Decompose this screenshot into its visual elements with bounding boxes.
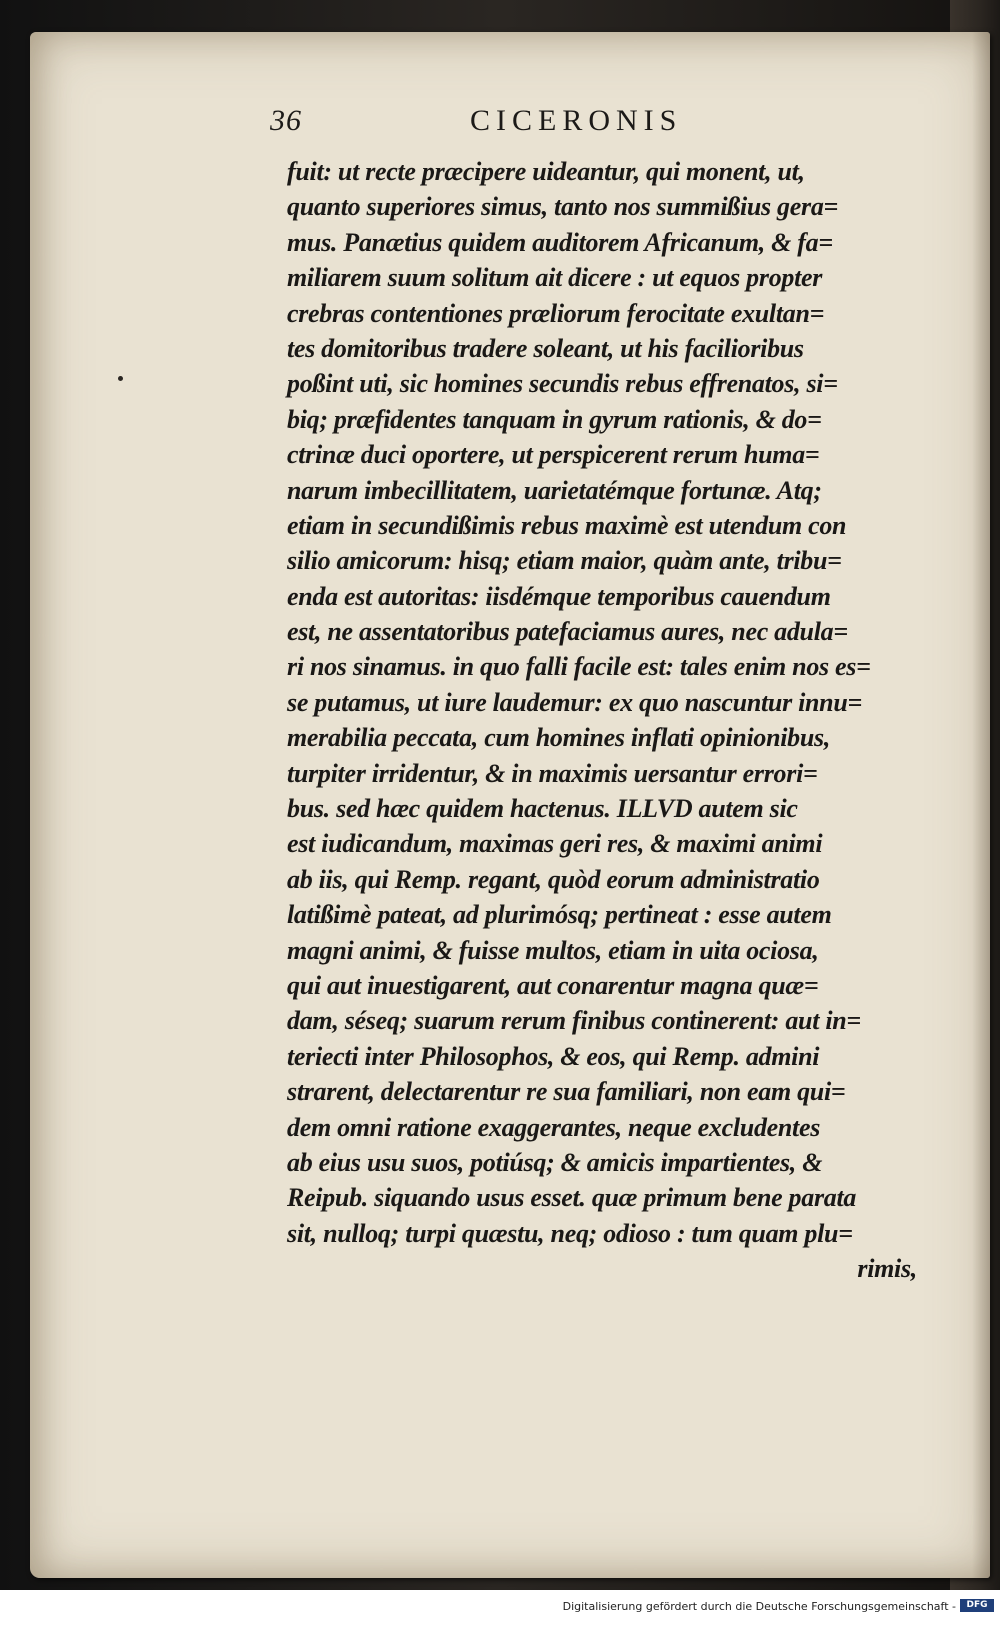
margin-speck	[118, 376, 123, 381]
text-line: ab eius usu suos, potiúsq; & amicis impartientes, &	[287, 1147, 823, 1177]
text-line: narum imbecillitatem, uarietatémque fortunæ. Atq;	[287, 475, 822, 505]
running-title: CICERONIS	[470, 104, 683, 137]
footer-bar	[0, 1590, 1000, 1635]
text-line: etiam in secundißimis rebus maximè est utendum con	[287, 510, 847, 540]
text-line: latißimè pateat, ad plurimósq; pertineat : esse autem	[287, 900, 832, 930]
dfg-logo-icon: DFG	[960, 1599, 994, 1612]
text-line: tes domitoribus tradere soleant, ut his facilioribus	[287, 333, 804, 363]
text-line: ctrinæ duci oportere, ut perspicerent rerum huma=	[287, 440, 820, 470]
page-number: 36	[270, 104, 302, 137]
text-line: est, ne assentatoribus patefaciamus aures, nec adula=	[287, 617, 848, 647]
text-line: ri nos sinamus. in quo falli facile est: tales enim nos es=	[287, 652, 871, 682]
text-line: silio amicorum: hisq; etiam maior, quàm ante, tribu=	[287, 546, 842, 576]
text-line: fuit: ut recte præcipere uideantur, qui monent, ut,	[287, 157, 805, 186]
text-line: dam, séseq; suarum rerum finibus continerent: aut in=	[287, 1006, 861, 1036]
text-line: Reipub. siquando usus esset. quæ primum bene parata	[287, 1183, 857, 1213]
text-line: magni animi, & fuisse multos, etiam in uita ociosa,	[287, 935, 819, 965]
text-line: mus. Panætius quidem auditorem Africanum, & fa=	[287, 227, 833, 257]
text-line: sit, nulloq; turpi quæstu, neq; odioso : tum quam plu=	[287, 1218, 853, 1248]
catchword: rimis,	[857, 1254, 917, 1284]
text-line: strarent, delectarentur re sua familiari, non eam qui=	[287, 1077, 846, 1107]
text-line: enda est autoritas: iisdémque temporibus cauendum	[287, 581, 831, 611]
body-text	[287, 154, 917, 1287]
text-line: biq; præfidentes tanquam in gyrum rationis, & do=	[287, 404, 822, 434]
text-line: qui aut inuestigarent, aut conarentur magna quæ=	[287, 970, 819, 1000]
text-line: ab iis, qui Remp. regant, quòd eorum administratio	[287, 864, 820, 894]
text-line: dem omni ratione exaggerantes, neque excludentes	[287, 1112, 821, 1142]
text-line: merabilia peccata, cum homines inflati opinionibus,	[287, 723, 831, 753]
text-line: poßint uti, sic homines secundis rebus effrenatos, si=	[287, 369, 838, 399]
footer-credit: Digitalisierung gefördert durch die Deutsche Forschungsgemeinschaft -	[562, 1600, 956, 1613]
text-line: quanto superiores simus, tanto nos summißius gera=	[287, 192, 839, 222]
text-line: bus. sed hæc quidem hactenus. ILLVD autem sic	[287, 794, 798, 824]
running-head	[270, 104, 920, 148]
text-line: turpiter irridentur, & in maximis uersantur errori=	[287, 758, 818, 788]
text-line: se putamus, ut iure laudemur: ex quo nascuntur innu=	[287, 687, 863, 717]
text-line: miliarem suum solitum ait dicere : ut equos propter	[287, 263, 823, 293]
text-line: est iudicandum, maximas geri res, & maximi animi	[287, 829, 823, 859]
text-line: teriecti inter Philosophos, & eos, qui Remp. admini	[287, 1041, 820, 1071]
text-line: crebras contentiones præliorum ferocitate exultan=	[287, 298, 825, 328]
